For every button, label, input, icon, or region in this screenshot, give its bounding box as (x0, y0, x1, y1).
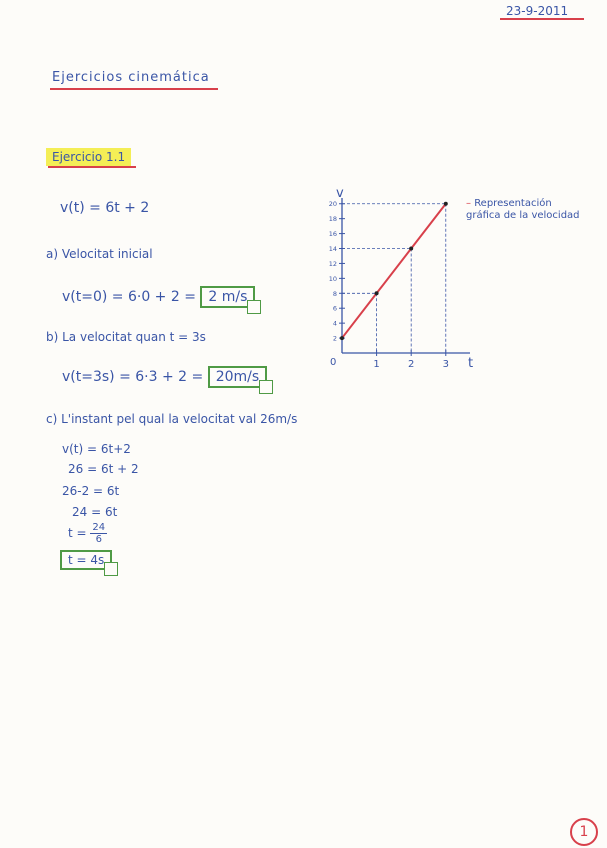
fraction (90, 522, 107, 545)
x-tick-label: 2 (408, 359, 415, 370)
velocity-equation: v(t) = 6t + 2 (60, 200, 150, 216)
x-tick-label: 3 (442, 359, 449, 370)
x-tick-label: 1 (373, 359, 380, 370)
answer-a-box (200, 286, 255, 308)
data-point (340, 336, 344, 340)
work-b (62, 366, 267, 388)
answer-c-wrap (60, 550, 112, 570)
y-tick-label: 8 (332, 289, 337, 298)
answer-c: t = 4s (68, 553, 105, 567)
question-b: b) La velocitat quan t = 3s (46, 330, 206, 344)
y-tick-label: 10 (328, 274, 337, 283)
fraction-numerator: 24 (92, 522, 106, 533)
date-underline (500, 18, 584, 20)
exercise-title-underline (48, 166, 136, 168)
box-corner-icon (104, 562, 118, 576)
step-c-4: 24 = 6t (72, 505, 118, 519)
y-tick-label: 6 (332, 304, 337, 313)
y-tick-label: 20 (328, 200, 337, 209)
question-c: c) L'instant pel qual la velocitat val 26m/s (46, 412, 298, 426)
page-title: Ejercicios cinemática (52, 70, 210, 85)
velocity-chart (310, 188, 480, 383)
step-c-5 (68, 522, 107, 545)
exercise-title: Ejercicio 1.1 (46, 148, 131, 166)
answer-b: 20m/s (215, 369, 260, 385)
question-a: a) Velocitat inicial (46, 247, 153, 261)
box-corner-icon (247, 300, 261, 314)
fraction-denominator: 6 (95, 534, 102, 545)
y-tick-label: 16 (328, 230, 337, 239)
y-tick-label: 12 (328, 259, 337, 268)
work-b-text: v(t=3s) = 6·3 + 2 = (62, 369, 204, 385)
box-corner-icon (259, 380, 273, 394)
velocity-line (342, 204, 446, 338)
work-a-text: v(t=0) = 6·0 + 2 = (62, 289, 196, 305)
chart-legend (466, 198, 586, 222)
work-a (62, 286, 255, 308)
data-point (444, 202, 448, 206)
origin-label: 0 (330, 357, 337, 368)
date: 23-9-2011 (506, 4, 569, 18)
y-tick-label: 14 (328, 245, 337, 254)
title-underline (50, 88, 218, 90)
data-point (375, 291, 379, 295)
step-c-3: 26-2 = 6t (62, 484, 120, 498)
answer-b-box (208, 366, 267, 388)
data-point (409, 247, 413, 251)
page-number: 1 (570, 818, 598, 846)
legend-dash-icon: – (466, 198, 475, 209)
answer-c-box (60, 550, 112, 570)
legend-text: Representación gráfica de la velocidad (466, 198, 580, 221)
step-c-1: v(t) = 6t+2 (62, 442, 131, 456)
frac-prefix: t = (68, 526, 87, 540)
answer-a: 2 m/s (208, 289, 248, 305)
y-tick-label: 4 (332, 319, 337, 328)
y-tick-label: 2 (332, 334, 337, 343)
x-axis-label: t (468, 356, 474, 371)
step-c-2: 26 = 6t + 2 (68, 462, 139, 476)
y-tick-label: 18 (328, 215, 337, 224)
y-axis-label: v (336, 188, 344, 201)
